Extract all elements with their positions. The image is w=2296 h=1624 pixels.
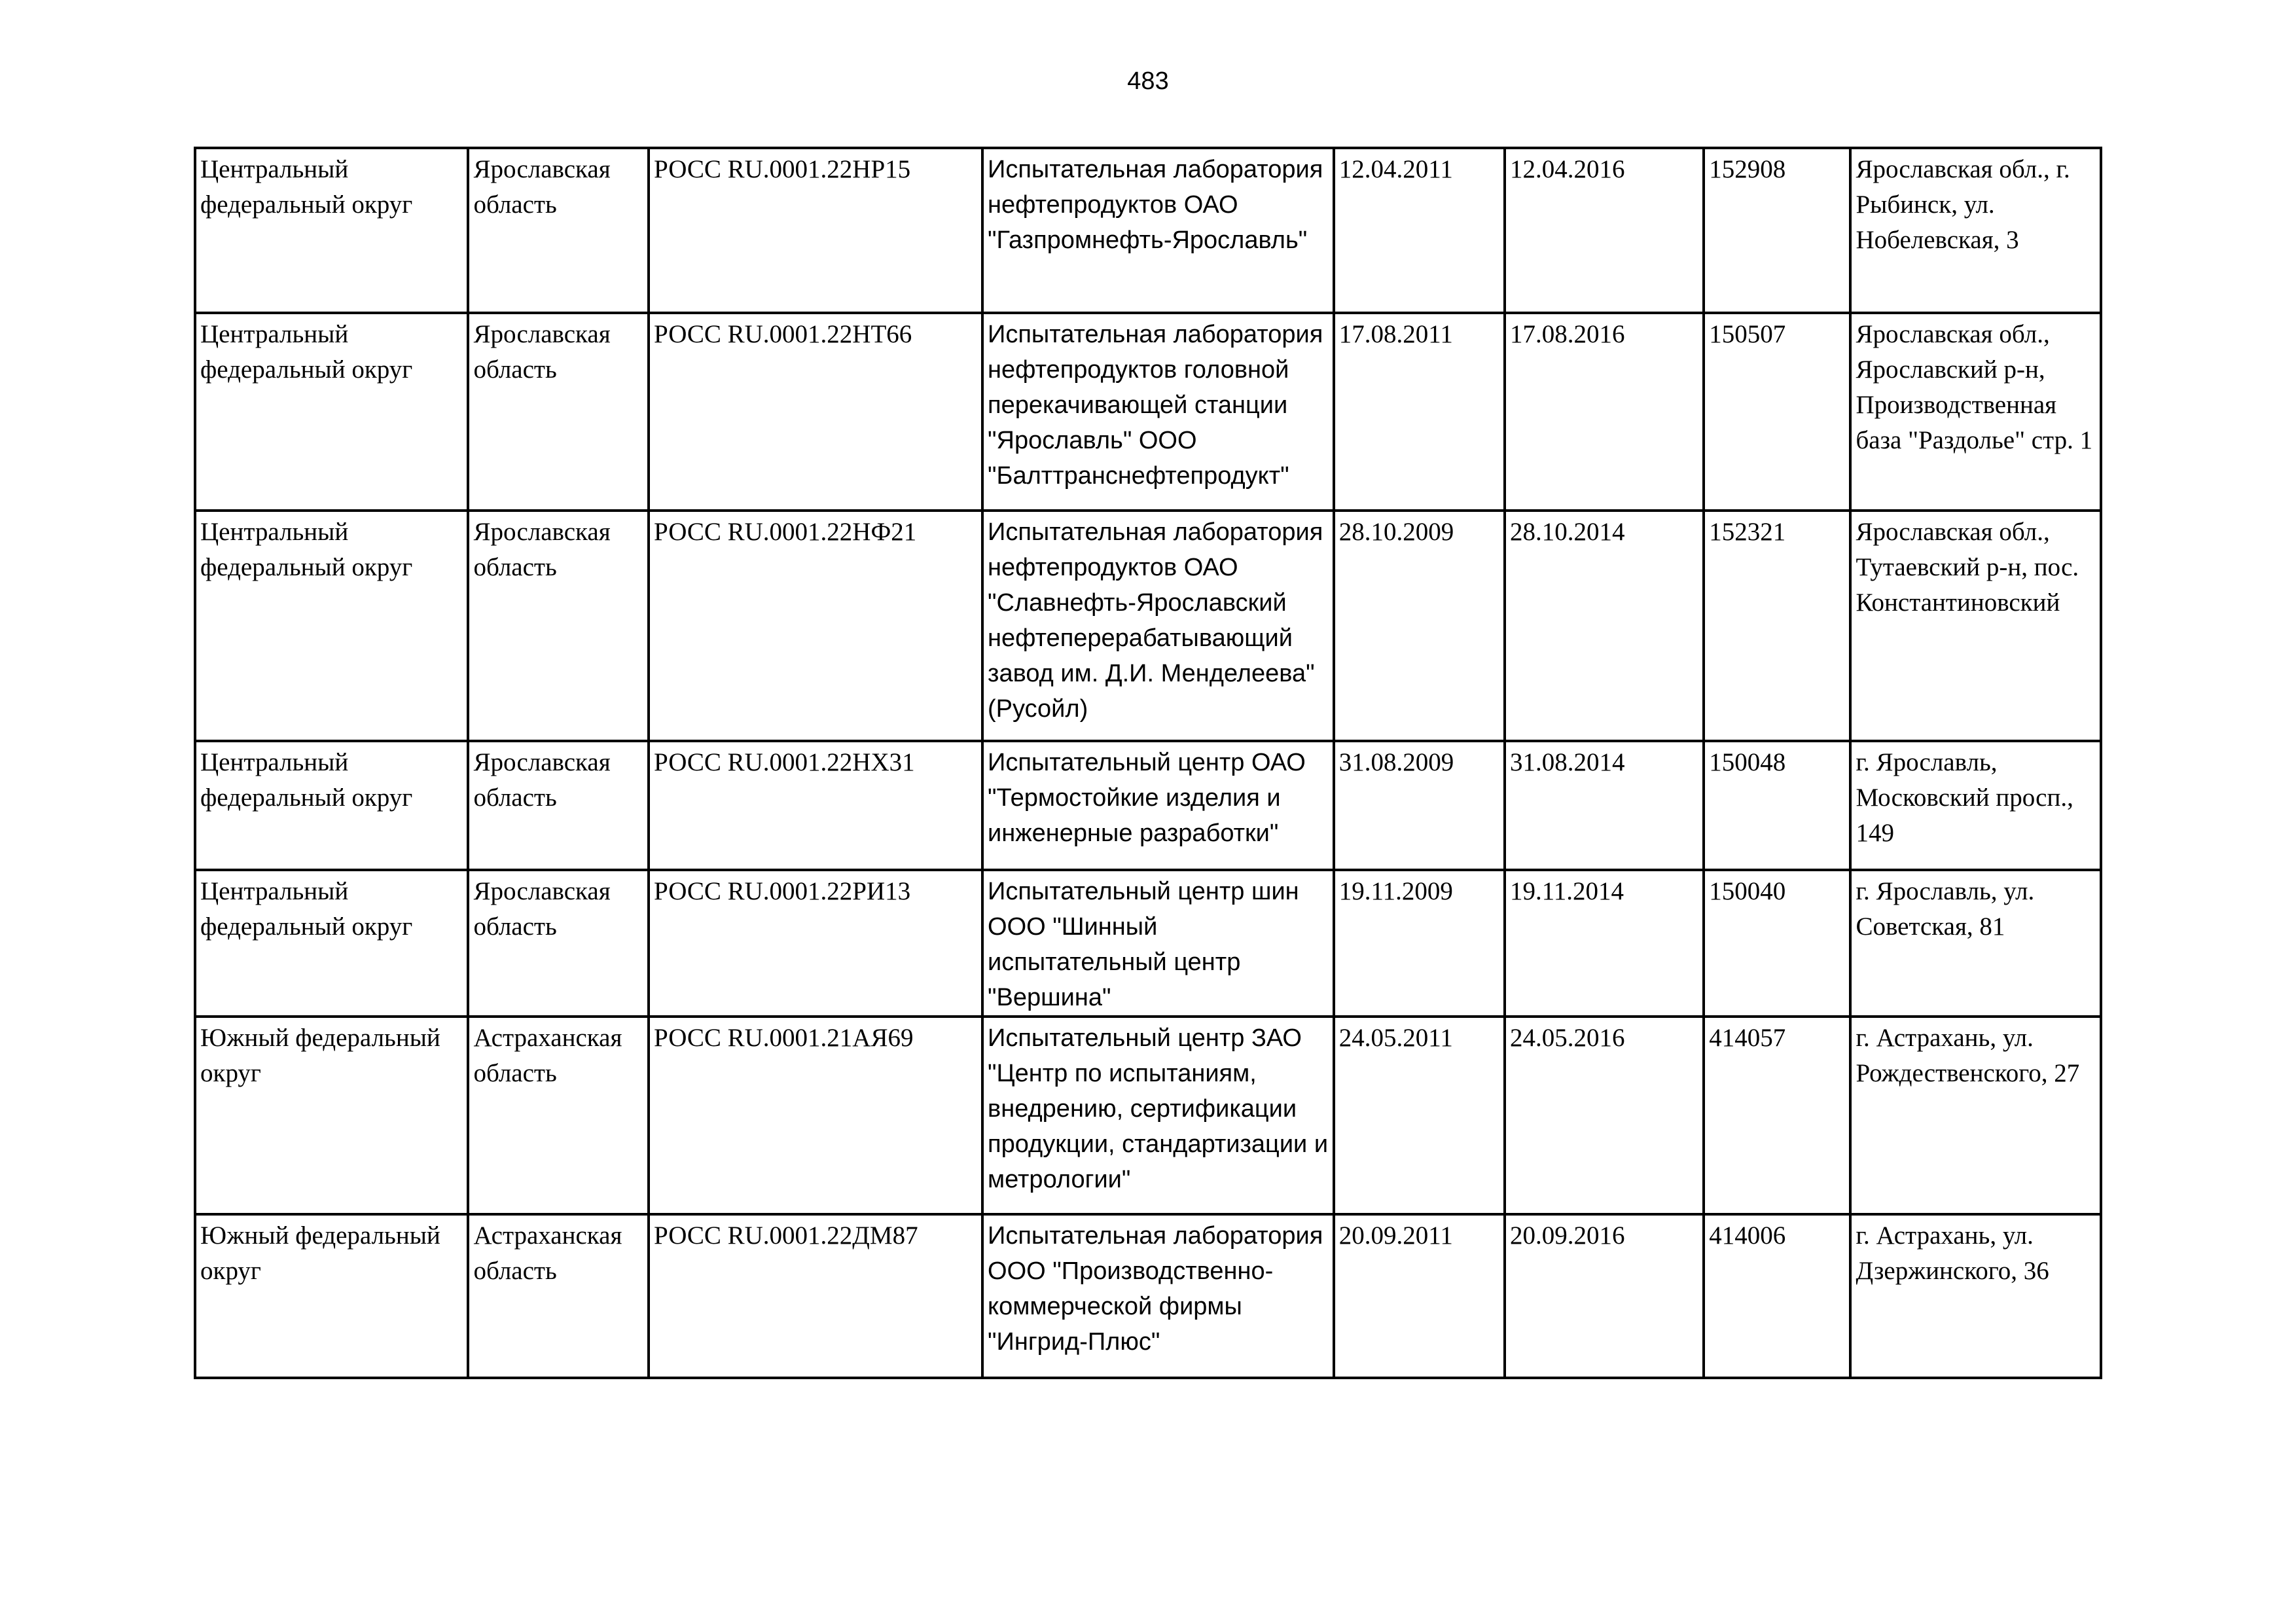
laboratory-name-cell: Испытательная лаборатория нефтепродуктов ОАО "Славнефть-Ярославский нефтеперерабатывающий завод им. Д.И. Менделеева" (Русойл) <box>982 511 1334 741</box>
certificate-cell: РОСС RU.0001.22РИ13 <box>649 870 982 1017</box>
postal-code-cell: 414006 <box>1704 1214 1850 1378</box>
certificate-cell: РОСС RU.0001.22ДМ87 <box>649 1214 982 1378</box>
table-row <box>195 741 2101 870</box>
district-cell: Центральный федеральный округ <box>195 313 468 511</box>
address-cell: Ярославская обл., г. Рыбинск, ул. Нобелевская, 3 <box>1850 148 2101 313</box>
valid-to-cell: 24.05.2016 <box>1505 1017 1704 1214</box>
region-cell: Ярославская область <box>468 870 649 1017</box>
postal-code-cell: 150040 <box>1704 870 1850 1017</box>
postal-code-cell: 414057 <box>1704 1017 1850 1214</box>
table-row <box>195 1214 2101 1378</box>
postal-code-cell: 150507 <box>1704 313 1850 511</box>
valid-from-cell: 31.08.2009 <box>1334 741 1505 870</box>
district-cell: Центральный федеральный округ <box>195 741 468 870</box>
postal-code-cell: 150048 <box>1704 741 1850 870</box>
postal-code-cell: 152908 <box>1704 148 1850 313</box>
laboratory-name-cell: Испытательный центр шин ООО "Шинный испытательный центр "Вершина" <box>982 870 1334 1017</box>
certificate-cell: РОСС RU.0001.22НХ31 <box>649 741 982 870</box>
valid-to-cell: 31.08.2014 <box>1505 741 1704 870</box>
valid-from-cell: 12.04.2011 <box>1334 148 1505 313</box>
region-cell: Ярославская область <box>468 741 649 870</box>
valid-to-cell: 17.08.2016 <box>1505 313 1704 511</box>
valid-from-cell: 19.11.2009 <box>1334 870 1505 1017</box>
region-cell: Ярославская область <box>468 313 649 511</box>
valid-from-cell: 24.05.2011 <box>1334 1017 1505 1214</box>
table-row <box>195 148 2101 313</box>
district-cell: Южный федеральный округ <box>195 1017 468 1214</box>
region-cell: Ярославская область <box>468 148 649 313</box>
address-cell: Ярославская обл., Ярославский р-н, Производственная база "Раздолье" стр. 1 <box>1850 313 2101 511</box>
valid-to-cell: 20.09.2016 <box>1505 1214 1704 1378</box>
valid-to-cell: 19.11.2014 <box>1505 870 1704 1017</box>
certificate-cell: РОСС RU.0001.21АЯ69 <box>649 1017 982 1214</box>
address-cell: Ярославская обл., Тутаевский р-н, пос. Константиновский <box>1850 511 2101 741</box>
district-cell: Центральный федеральный округ <box>195 870 468 1017</box>
region-cell: Ярославская область <box>468 511 649 741</box>
valid-from-cell: 20.09.2011 <box>1334 1214 1505 1378</box>
district-cell: Центральный федеральный округ <box>195 511 468 741</box>
valid-to-cell: 28.10.2014 <box>1505 511 1704 741</box>
district-cell: Центральный федеральный округ <box>195 148 468 313</box>
table-row <box>195 870 2101 1017</box>
certificate-cell: РОСС RU.0001.22НФ21 <box>649 511 982 741</box>
table-row <box>195 1017 2101 1214</box>
address-cell: г. Астрахань, ул. Рождественского, 27 <box>1850 1017 2101 1214</box>
valid-from-cell: 17.08.2011 <box>1334 313 1505 511</box>
address-cell: г. Астрахань, ул. Дзержинского, 36 <box>1850 1214 2101 1378</box>
laboratory-name-cell: Испытательная лаборатория нефтепродуктов ОАО "Газпромнефть-Ярославль" <box>982 148 1334 313</box>
region-cell: Астраханская область <box>468 1017 649 1214</box>
page-number: 483 <box>1127 67 1169 95</box>
region-cell: Астраханская область <box>468 1214 649 1378</box>
address-cell: г. Ярославль, ул. Советская, 81 <box>1850 870 2101 1017</box>
laboratory-name-cell: Испытательный центр ЗАО "Центр по испытаниям, внедрению, сертификации продукции, стандартизации и метрологии" <box>982 1017 1334 1214</box>
laboratory-registry-table <box>194 147 2102 1379</box>
laboratory-name-cell: Испытательная лаборатория нефтепродуктов головной перекачивающей станции "Ярославль" ООО "Балттранснефтепродукт" <box>982 313 1334 511</box>
valid-to-cell: 12.04.2016 <box>1505 148 1704 313</box>
valid-from-cell: 28.10.2009 <box>1334 511 1505 741</box>
certificate-cell: РОСС RU.0001.22НР15 <box>649 148 982 313</box>
certificate-cell: РОСС RU.0001.22НТ66 <box>649 313 982 511</box>
district-cell: Южный федеральный округ <box>195 1214 468 1378</box>
laboratory-name-cell: Испытательная лаборатория ООО "Производственно-коммерческой фирмы "Ингрид-Плюс" <box>982 1214 1334 1378</box>
table-row <box>195 511 2101 741</box>
table-row <box>195 313 2101 511</box>
laboratory-name-cell: Испытательный центр ОАО "Термостойкие изделия и инженерные разработки" <box>982 741 1334 870</box>
address-cell: г. Ярославль, Московский просп., 149 <box>1850 741 2101 870</box>
postal-code-cell: 152321 <box>1704 511 1850 741</box>
